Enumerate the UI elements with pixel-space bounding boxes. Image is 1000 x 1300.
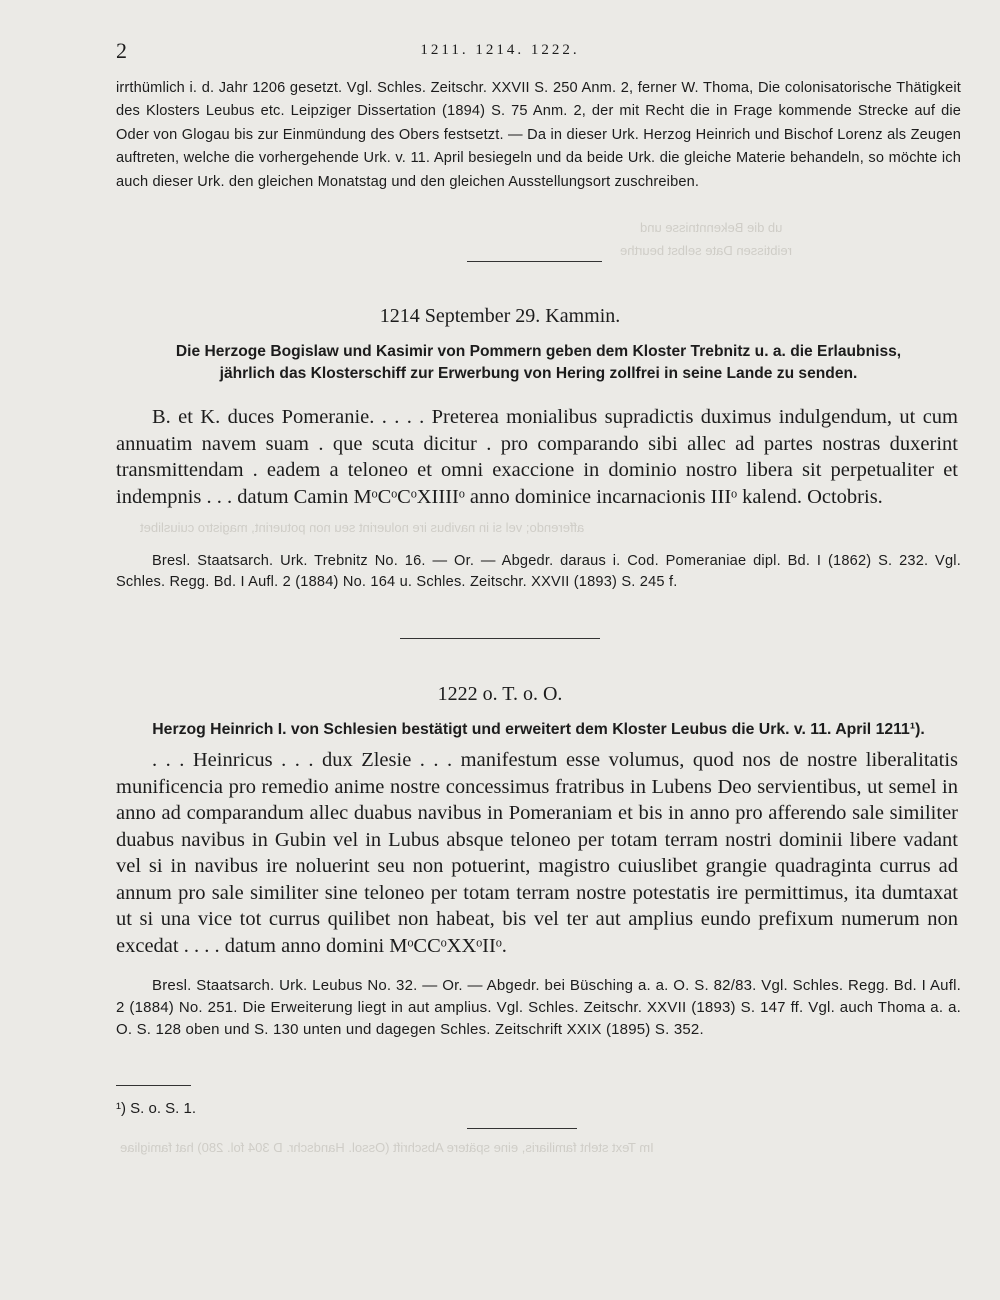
page-end-rule bbox=[467, 1128, 577, 1129]
section-divider bbox=[400, 638, 600, 639]
footnote: ¹) S. o. S. 1. bbox=[116, 1100, 197, 1117]
bleed-through-text: ub die Bekenntnisse und bbox=[640, 220, 783, 235]
summary-line-2: jährlich das Klosterschiff zur Erwerbung von Hering zollfrei in seine Lande zu senden. bbox=[219, 365, 858, 382]
bleed-through-text: reibtissen Date selbst beurthe bbox=[620, 243, 792, 258]
charter-date-1214: 1214 September 29. Kammin. bbox=[379, 305, 621, 327]
charter-summary-1222: Herzog Heinrich I. von Schlesien bestätigt und erweitert dem Kloster Leubus die Urk. v. 11. April 1211¹). bbox=[152, 721, 925, 738]
charter-summary-1214 bbox=[116, 341, 961, 385]
charter-date-1222: 1222 o. T. o. O. bbox=[437, 683, 563, 705]
bleed-through-text: afferendo; vel si in navibus ire noluerint seu non potuerint, magistro cuiuslibet bbox=[140, 520, 585, 535]
previous-note-continuation: irrthümlich i. d. Jahr 1206 gesetzt. Vgl. Schles. Zeitschr. XXVII S. 250 Anm. 2, ferner W. Thoma, Die colonisatorische Thätigkeit des Klosters Leubus etc. Leipziger Dissertation (1894) S. 75 Anm. 2, der mit Recht die in Frage kommende Strecke auf die Oder von Glogau bis zur Einmündung des Obers festsetzt. — Da in dieser Urk. Herzog Heinrich und Bischof Lorenz als Zeugen auftreten, welche die vorhergehende Urk. v. 11. April besiegeln und da beide Urk. die gleiche Materie behandeln, so möchte ich auch dieser Urk. den gleichen Monatstag und den gleichen Ausstellungsort zuschreiben. bbox=[116, 80, 961, 190]
charter-text-1214: B. et K. duces Pomeranie. . . . . Preterea monialibus supradictis duximus indulgendum, ut cum annuatim navem suam . que scuta dicitur . pro comparando sibi allec ad partes nostras duxerint transmittendam . eadem a teloneo et omni exaccione in dominio nostro libera sit perpetualiter et indempnis . . . datum Camin MᵒCᵒCᵒXIIIIᵒ anno dominice incarnacionis IIIᵒ kalend. Octobris. bbox=[116, 406, 958, 508]
page-header bbox=[0, 38, 1000, 66]
section-divider bbox=[467, 261, 602, 262]
summary-line-1: Die Herzoge Bogislaw und Kasimir von Pommern geben dem Kloster Trebnitz u. a. die Erlaubniss, bbox=[175, 343, 902, 360]
charter-citation-1214: Bresl. Staatsarch. Urk. Trebnitz No. 16. — Or. — Abgedr. daraus i. Cod. Pomeraniae dipl. Bd. I (1862) S. 232. Vgl. Schles. Regg. Bd. I Aufl. 2 (1884) No. 164 u. Schles. Zeitschr. XXVII (1893) S. 245 f. bbox=[116, 553, 961, 590]
footnote-rule bbox=[116, 1085, 191, 1086]
charter-text-1222: . . . Heinricus . . . dux Zlesie . . . manifestum esse volumus, quod nos de nostre liberalitatis munificencia pro remedio anime nostre concessimus fratribus in Lubens Deo servientibus, ut semel in anno ad comparandum allec duabus navibus in Pomeraniam et bis in anno pro afferendo sale similiter duabus navibus in Gubin vel in Lubus absque teloneo per totam terram nostri dominii libere vadant vel si in navibus ire noluerint seu non potuerint, magistro cuiuslibet grangie quadraginta currus ad annum pro sale similiter sine teloneo per totam terram nostre potestatis ire permittimus, ita dumtaxat ut si una vice tot currus quilibet non habeat, bis vel ter aut amplius eundo prefixum numerum non excedat . . . . datum anno domini MᵒCCᵒXXᵒIIᵒ. bbox=[116, 749, 958, 957]
bleed-through-text: Im Text steht familiaris, eine spätere Abschrift (Ossol. Handschr. D 304 fol. 280) hat famigliae bbox=[120, 1140, 654, 1155]
charter-citation-1222: Bresl. Staatsarch. Urk. Leubus No. 32. — Or. — Abgedr. bei Büsching a. a. O. S. 82/83. Vgl. Schles. Regg. Bd. I Aufl. 2 (1884) No. 251. Die Erweiterung liegt in aut amplius. Vgl. Schles. Zeitschr. XXVII (1893) S. 147 ff. Vgl. auch Thoma a. a. O. S. 128 oben und S. 130 unten und dagegen Schles. Zeitschrift XXIX (1895) S. 352. bbox=[116, 977, 961, 1038]
page-number: 2 bbox=[116, 38, 127, 63]
running-title: 1211. 1214. 1222. bbox=[420, 42, 580, 58]
